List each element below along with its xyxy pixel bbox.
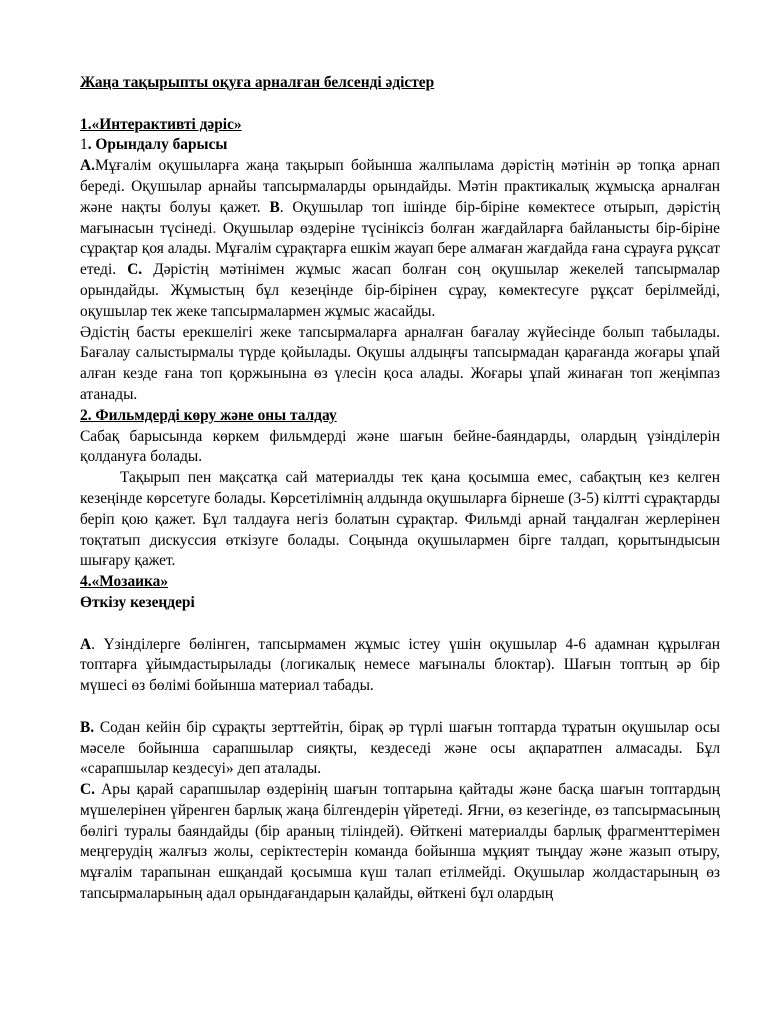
spacer <box>80 697 720 718</box>
highlighted-period: . <box>212 219 217 237</box>
document-title: Жаңа тақырыпты оқуға арналған белсенді әдістер <box>80 74 435 91</box>
paragraph-films-intro: Сабақ барысында көркем фильмдерді және шағын бейне-баяндарды, олардың үзінділерін қолдануға болады. <box>80 427 720 466</box>
mosaic-b-marker: В. <box>80 718 95 736</box>
section-1-subheading <box>80 135 720 156</box>
mosaic-a-marker: А <box>80 635 92 653</box>
paragraph-mosaic-step-a <box>80 635 720 697</box>
step-a-text: Мұғалім оқушыларға жаңа тақырып бойынша жалпылама дәрістің мәтінін әр топқа арнап береді. Оқушылар арнайы тапсырмаларды орындайды. Мәтін практикалық жұмысқа арналған және нақты болуы қажет. <box>80 157 720 216</box>
paragraph-mosaic-step-b <box>80 718 720 780</box>
section-1-heading: 1.«Интерактивті дәріс» <box>80 115 242 133</box>
spacer <box>80 94 720 115</box>
step-b-text-continued: Оқушылар өздеріне түсініксіз болған жағдайларға байланысты бір-біріне сұрақтар қоя алады. Мұғалім сұрақтарға ешкім жауап бере алмаған жағдайда ғана сұрауға рұқсат етеді. <box>80 219 720 279</box>
paragraph-films-details: Тақырып пен мақсатқа сай материалды тек қана қосымша емес, сабақтың кез келген кезеңінде көрсетуге болады. Көрсетілімнің алдында оқушыларға бірнеше (3-5) кілтті сұрақтарды беріп қою қажет. Бұл талдауға негіз болатын сұрақтар. Фильмді арнай таңдалған жерлерінен тоқтатып дискуссия өткізуге болады. Соңында оқушылармен бірге талдап, қорытындысын шығару қажет. <box>80 469 720 570</box>
step-b-text: . Оқушылар топ ішінде бір-біріне көмектесе отырып, дәрістің мағынасын түсінеді <box>80 198 720 237</box>
section-4-subheading: Өткізу кезеңдері <box>80 593 195 611</box>
subheading-text: . Орындалу барысы <box>87 136 228 154</box>
paragraph-method-feature: Әдістің басты ерекшелігі жеке тапсырмаларға арналған бағалау жүйесінде болып табылады. Бағалау салыстырмалы түрде қойылады. Оқушы алдыңғы тапсырмадан қарағанда жоғары ұпай алған кезде ғана топ қоржынына өз үлесін қоса алады. Жоғары ұпай жинаған топ жеңімпаз атанады. <box>80 323 720 403</box>
mosaic-c-text: Ары қарай сарапшылар өздерінің шағын топтарына қайтады және басқа шағын топтардың мүшелерінен үйренген барлық жаңа білгендерін үйретеді. Яғни, өз кезегінде, өз тапсырмасының бөлігі туралы баяндайды (бір араның тіліндей). Өйткені материалды барлық фрагменттерімен меңгерудің жалғыз жолы, серіктестерін команда бойынша мұқият тыңдау және жазып отыру, мұғалім тарапынан ешқандай қосымша күш талап етілмейді. Оқушылар жолдастарының өз тапсырмаларының адал орындағандарын қалайды, өйткені бұл олардың <box>80 781 720 903</box>
paragraph-interactive-lecture <box>80 156 720 322</box>
mosaic-c-marker: С. <box>80 781 95 799</box>
step-a-marker: А. <box>80 157 95 175</box>
paragraph-mosaic-step-c <box>80 780 720 905</box>
step-b-marker: В <box>269 198 280 216</box>
section-4-heading: 4.«Мозаика» <box>80 573 169 591</box>
subheading-number: 1 <box>80 136 88 154</box>
section-2-heading: 2. Фильмдерді көру және оны талдау <box>80 406 337 424</box>
step-c-text: Дәрістің мәтінімен жұмыс жасап болған соң оқушылар жекелей тапсырмалар орындайды. Жұмыстың бұл кезеңінде бір-бірінен сұрау, көмектесуге рұқсат берілмейді, оқушылар тек жеке тапсырмалармен жұмыс жасайды. <box>80 261 720 320</box>
step-c-marker: С. <box>127 261 143 279</box>
mosaic-a-text: . Үзінділерге бөлінген, тапсырмамен жұмыс істеу үшін оқушылар 4-6 адамнан құрылған топтарға ұйымдастырылады (логикалық немесе мағыналы блоктар). Шағын топтың әр бір мүшесі өз бөлімі бойынша материал табады. <box>80 635 720 695</box>
spacer <box>80 614 720 635</box>
mosaic-b-text: Содан кейін бір сұрақты зерттейтін, бірақ әр түрлі шағын топтарда тұратын оқушылар осы мәселе бойынша сарапшылар сияқты, кездеседі және осы ақпаратпен алмасады. Бұл «сарапшылар кездесуі» деп аталады. <box>80 718 720 778</box>
